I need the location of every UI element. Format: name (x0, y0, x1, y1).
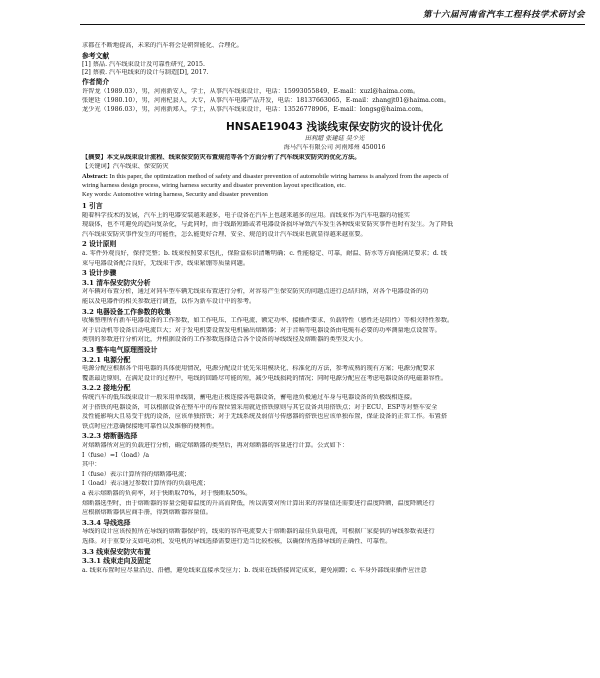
body-line: 对于搭铁的电器设备，可以根据设备在整车中的布置位置采用就近搭铁原则与其它设备共用搭铁点；对于ECU、ESP等对整车安全 (82, 403, 438, 411)
body-line: 导线的设计应该按照所在导线的熔断器保护的，线束的容许电流要大于熔断器的最佳负载电流，可根据厂家提供的导线参数表进行 (82, 528, 435, 536)
section-heading: 3.1 清车保安防灾分析 (82, 278, 151, 287)
author-info-heading: 作者简介 (82, 78, 110, 86)
references-heading: 参考文献 (82, 52, 110, 60)
body-line: 现载体，也不可避免的趋向复杂化，与此同时，由于线路短路或者电器设备损坏导致汽车发生各种线束安防灾事件也时有发生。为了降低 (82, 221, 454, 229)
abstract-en-label: Abstract: (82, 173, 108, 180)
body-line: 及性能影响大且易受干扰的设备，应该单独搭铁；对于无线系统及弱信号传感器的搭铁也应该单独布置，保证设备的正常工作。布置搭 (82, 413, 448, 421)
section-heading: 1 引言 (82, 202, 103, 210)
body-line: 收集整理所有新车电器设备的工作参数，如工作电压、工作电流、额定功率、接插件要求、负载特性（感性还是阻性）等相关特性参数。 (82, 317, 454, 325)
section-heading: 2 设计原则 (82, 240, 117, 249)
section-heading: 3.3.4 导线选择 (82, 518, 131, 527)
article-title: HNSAE19043 浅谈线束保安防灾的设计优化 (225, 121, 444, 133)
body-line: 选择。对于重要分支如电动机、发电机的导线选择需要进行适当比较校核，以确保所选择导线的正确性、可靠性。 (82, 538, 392, 545)
author-info-item: 龙少光（1986.03），男，河南新郑人，学士，从事汽车线束设计，电话：13526778906，E-mail：longsg@haima.com。 (82, 106, 428, 113)
body-line: 随着科学技术的发展，汽车上的电器安装越来越多，电子设备在汽车上也越来越多的应用。而线束作为汽车电器的功能实 (82, 211, 410, 219)
abstract-cn: 【摘要】本文从线束设计流程、线束保安防灾布置规范等各个方面分析了汽车线束安防灾的优化方法。 (82, 154, 361, 161)
section-heading: 3.2.2 接地分配 (82, 384, 131, 393)
author-info-item: 张建廷（1980.10），男，河南杞县人，大专，从事汽车电器产品开发，电话：18137663065，E-mail：zhangjt01@haima.com。 (82, 97, 450, 104)
reference-item: [1] 蔡晶. 汽车线束设计及可靠性研究, 2015. (82, 61, 205, 68)
section-heading: 3.3 线束保安防灾布置 (82, 547, 151, 556)
body-line: a 表示熔断器的负荷率，对于快断取70%，对于慢断取50%。 (82, 490, 252, 497)
section-heading: 3.2 电器设备工作参数的收集 (82, 307, 171, 316)
body-line: 铁点时应注意确保接地可靠性以及维修的便利性。 (82, 422, 219, 430)
body-line: 其中： (82, 461, 101, 469)
journal-header: 第十六届河南省汽车工程科技学术研讨会 (422, 10, 585, 20)
article-affiliation: 海马汽车有限公司 河南郑州 450016 (283, 144, 386, 151)
abstract-en (82, 173, 587, 181)
body-line: 汽车线束安防灾事件发生的可能性，怎么能更好合理、安全、规范的设计汽车线束也就显得越来越重要。 (82, 230, 367, 238)
body-line: 传统汽车的低压线束设计一般采用单线制，蓄电池正极连接各电器设备，蓄电池负极通过车身与电器设备的负极线相连接。 (82, 394, 417, 401)
article-authors: 田利超 张建廷 吴少光 (304, 135, 365, 142)
body-line: 覆盖最近原则，在满足设计的过程中，电线的回路尽可能的短，减少电线损耗的情况；同时电源分配应在考虑电器设备的电磁兼容性。 (82, 374, 448, 382)
body-line: 类别的参数进行分析对比，并根据设备的工作参数选择适合各个设备的导线线径及熔断器的类型及大小。 (82, 336, 367, 344)
section-heading: 3.2.3 熔断器选择 (82, 432, 138, 441)
abstract-en-line: wiring harness design process, wiring harness security and disaster prevention layout specification, etc. (82, 182, 346, 189)
body-line: 熔断器选型时，由于熔断器的容量会随着温度的升高而降低，所以需要对所计算出来的容量值还需要进行温度降额，温度降额还行 (82, 499, 435, 507)
keywords-en: Key words: Automotive wiring harness, Security and disaster prevention (82, 191, 268, 198)
body-line: a. 零件外观良好，保持完整；b. 线束按照要求包扎，保险盒标识清晰明确；c. 性能稳定、可靠，耐温、防水等方面能满足要求；d. 线 (82, 250, 447, 257)
prev-article-tail: 求都在不断地提高，未来的汽车将会是朝智能化、合理化。 (82, 42, 243, 49)
body-line: 应根据熔断器供应商手册，得到熔断器容量值。 (82, 509, 212, 517)
body-line: 对车辆对布置分析，通过对同车型车辆无线束布置进行分析，对容易产生保安防灾的问题点进行总结归纳，对各个电器设备的功 (82, 288, 429, 296)
section-heading: 3.2.1 电源分配 (82, 355, 131, 364)
body-line: 电源分配应根据各个用电器的具体使用情况，电源分配设计优先采用模块化、标准化的方法，参考成熟的现有方案；电源分配要求 (82, 365, 435, 373)
keywords-cn: 【关键词】汽车线束、保安防灾 (82, 163, 169, 170)
body-line: 对于启动机等设备启动电流巨大；对于发电机要设置发电机输出熔断器；对于音响等电器设备由电缆有必要的功率测量地点设置等。 (82, 326, 441, 334)
body-line: 束与电器设备配合良好，无线束干涉，线束紧绷等质量问题。 (82, 259, 250, 267)
body-line: a. 线束布置时应尽量沿边、沿槽，避免线束直接承受应力；b. 线束在线搭接固定成束，避免剐蹭；c. 车身外部线束插件应注意 (82, 566, 427, 574)
reference-item: [2] 蔡毅. 汽车电线束的设计与制造[D], 2017. (82, 69, 209, 76)
section-heading: 3.3 整车电气原理图设计 (82, 346, 158, 354)
body-line: I（fuse）表示计算所得的熔断器电流； (82, 470, 191, 478)
section-heading: 3 设计步骤 (82, 269, 117, 278)
author-info-item: 许智龙（1989.03），男，河南新安人，学士，从事汽车线束设计，电话：15993055849，E-mail：xuzl@haima.com。 (82, 88, 420, 95)
abstract-en-line: In this paper, the optimization method of safety and disaster prevention of automobile wiring harness is analyzed from the aspects of (109, 173, 449, 180)
header-rule (80, 24, 585, 25)
section-heading: 3.3.1 线束走向及固定 (82, 557, 151, 566)
body-line: I（load）表示通过参数计算所得的负载电流； (82, 480, 210, 488)
body-line: 能以及电器件的相关参数进行调查，以作为新车设计中的参考。 (82, 298, 256, 305)
body-line: 对熔断器所对应的负载进行分析，确定熔断器的类型后，再对熔断器的容量进行计算。公式如下： (82, 442, 349, 449)
body-line: I（fuse）=I（load）/a (82, 451, 150, 459)
